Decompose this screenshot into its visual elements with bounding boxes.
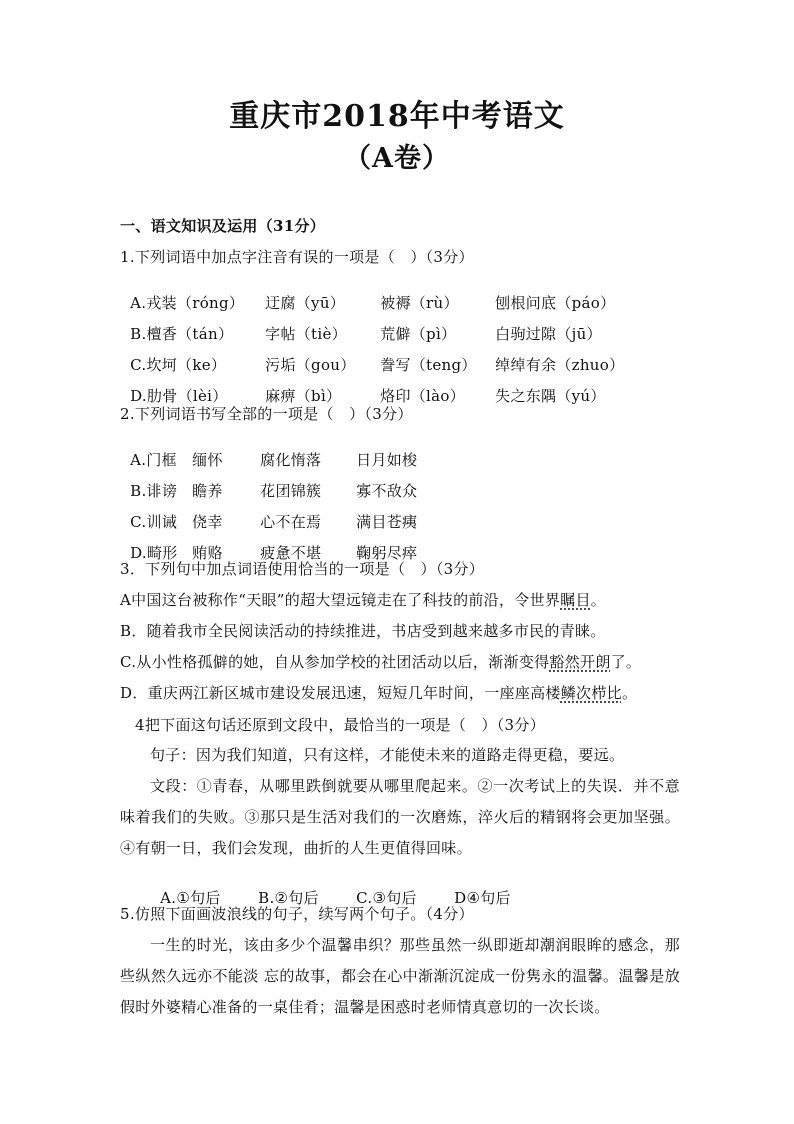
option-word: 麻痹（bì） (265, 387, 342, 405)
option-word: A.戎装（róng） (130, 294, 245, 312)
option-word: 荒僻（pì） (380, 325, 457, 343)
question-2-option-a (120, 438, 417, 468)
option-text: C.从小性格孤僻的她，自从参加学校的社团活动以后，渐渐变得 (120, 653, 550, 671)
question-3-option-d (120, 686, 637, 701)
option-word: 绰绰有余（zhuo） (495, 356, 625, 374)
option-word: 鞠躬尽瘁 (356, 544, 418, 562)
question-1-option-a (120, 281, 615, 311)
option-word: 满目苍痍 (356, 513, 418, 531)
choice: B.②句后 (258, 889, 319, 907)
dotted-word: 豁然开朗 (549, 653, 611, 671)
page-subtitle: （A卷） (344, 143, 450, 174)
option-word: A.门框 (130, 451, 177, 469)
question-1-option-c (120, 343, 624, 373)
option-word: 疲惫不堪 (260, 544, 322, 562)
question-4-stem: 4把下面这句话还原到文段中，最恰当的一项是（ ）（3分） (135, 716, 545, 734)
option-word: B.檀香（tán） (130, 325, 234, 343)
option-word: 腐化惰落 (260, 451, 322, 469)
option-word: 烙印（lào） (380, 387, 466, 405)
choice: A.①句后 (160, 889, 221, 907)
question-2-option-b (120, 469, 417, 499)
dotted-word: 瞩目 (560, 591, 591, 609)
option-word: 誊写（teng） (380, 356, 477, 374)
question-3-option-c (120, 655, 641, 670)
option-word: 白驹过隙（jū） (495, 325, 602, 343)
option-word: 刨根问底（páo） (495, 294, 616, 312)
option-word: 贿赂 (192, 544, 223, 562)
option-word: B.诽谤 (130, 482, 178, 500)
question-3-stem: 3．下列句中加点词语使用恰当的一项是（ ）（3分） (120, 560, 485, 578)
option-text: A中国这台被称作“天眼”的超大望远镜走在了科技的前沿，令世界 (120, 591, 561, 609)
question-4-passage: 文段：①青春，从哪里跌倒就要从哪里爬起来。②一次考试上的失误．并不意味着我们的失败。③那只是生活对我们的一次磨炼，淬火后的精钢将会更加坚强。④有朝一日，我们会发现，曲折的人生更值得回味。 (120, 777, 680, 857)
question-4-choices (150, 876, 511, 906)
option-text: 。 (590, 591, 607, 609)
option-word: C.坎坷（ke） (130, 356, 227, 374)
option-word: C.训诫 (130, 513, 178, 531)
choice: C.③句后 (356, 889, 417, 907)
question-2-option-c (120, 500, 417, 530)
option-word: 心不在焉 (260, 513, 322, 531)
option-text: 。 (621, 684, 638, 702)
question-2-option-d (120, 531, 417, 561)
option-word: D.肋骨（lèi） (130, 387, 228, 405)
question-4-sentence: 句子：因为我们知道，只有这样，才能使未来的道路走得更稳，要远。 (150, 746, 625, 764)
option-word: 侥幸 (192, 513, 223, 531)
option-word: 被褥（rù） (380, 294, 459, 312)
option-word: 寡不敌众 (356, 482, 418, 500)
option-text: D．重庆两江新区城市建设发展迅速，短短几年时间，一座座高楼 (120, 684, 561, 702)
option-word: 花团锦簇 (260, 482, 322, 500)
page-title: 重庆市2018年中考语文 (229, 99, 565, 134)
question-5-stem: 5.仿照下面画波浪线的句子，续写两个句子。（4分） (120, 905, 474, 923)
section-heading: 一、语文知识及运用（31分） (120, 217, 326, 235)
option-word: 污垢（gou） (265, 356, 356, 374)
option-word: 日月如梭 (356, 451, 418, 469)
option-word: 失之东隅（yú） (495, 387, 606, 405)
option-word: 瞻养 (192, 482, 223, 500)
question-2-stem: 2.下列词语书写全部的一项是（ ）（3分） (120, 405, 413, 423)
dotted-word: 鳞次栉比 (560, 684, 622, 702)
option-text: 了。 (610, 653, 642, 671)
question-3-option-b: B．随着我市全民阅读活动的持续推进，书店受到越来越多市民的青睐。 (120, 622, 606, 640)
choice: D④句后 (454, 889, 511, 907)
option-word: 迂腐（yū） (265, 294, 346, 312)
option-word: D.畸形 (130, 544, 178, 562)
question-1-option-d (120, 374, 606, 404)
question-3-option-a (120, 593, 606, 608)
option-word: 缅怀 (192, 451, 223, 469)
option-word: 字帖（tiè） (265, 325, 347, 343)
question-1-option-b (120, 312, 602, 342)
question-1-stem: 1.下列词语中加点字注音有误的一项是（ ）（3分） (120, 248, 474, 266)
question-5-passage: 一生的时光，该由多少个温馨串织？那些虽然一纵即逝却潮润眼眸的感念，那些纵然久远亦不能淡 忘的故事，都会在心中渐渐沉淀成一份隽永的温馨。温馨是放假时外婆精心准备的一桌佳肴；温馨是困惑时老师情真意切的一次长谈。 (120, 936, 680, 1016)
